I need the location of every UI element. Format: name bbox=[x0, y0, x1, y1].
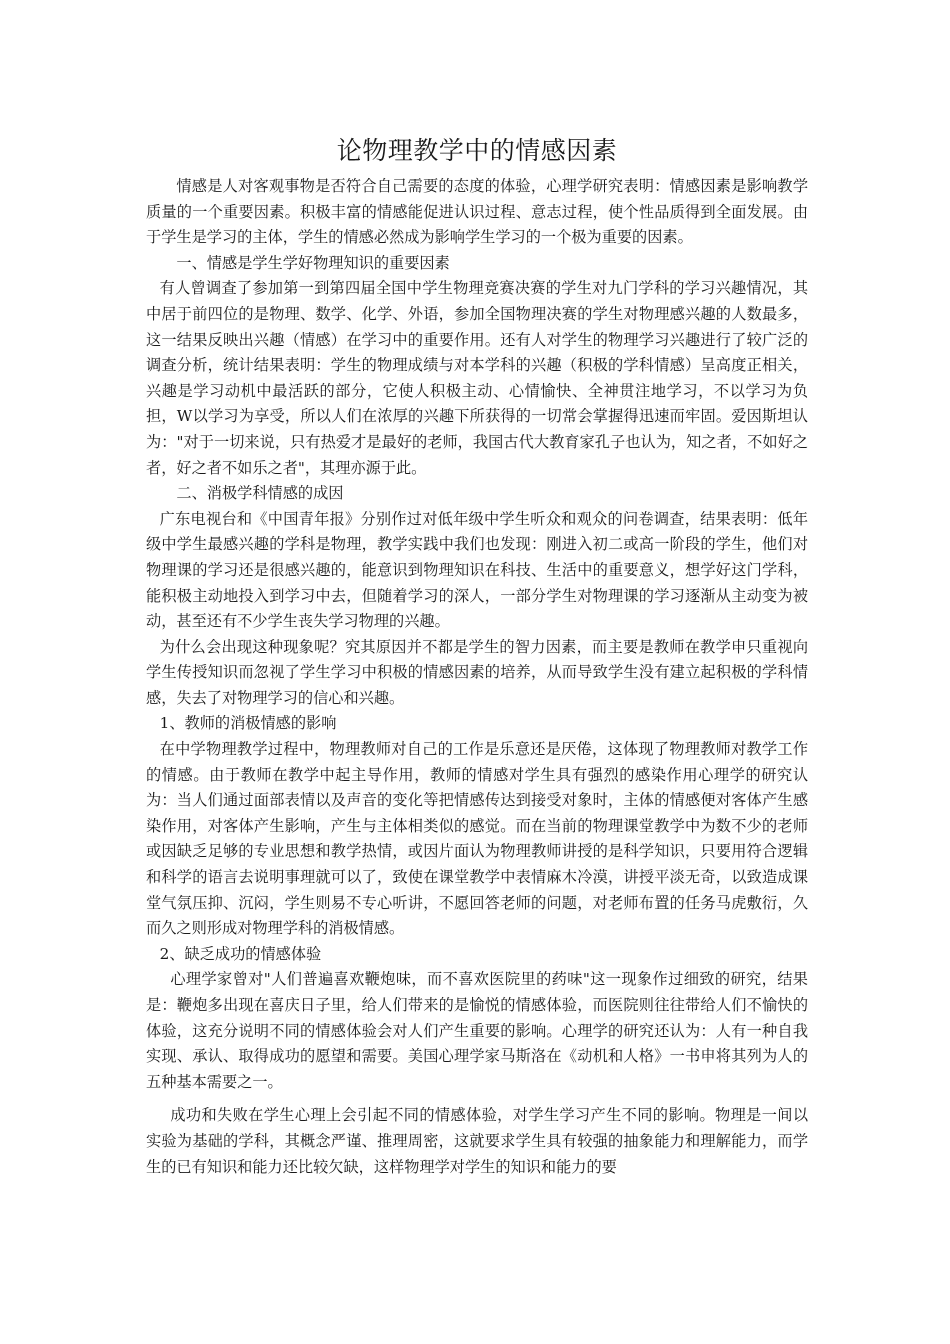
heading-subsection-2: 2、缺乏成功的情感体验 bbox=[159, 944, 322, 963]
heading-subsection-1: 1、教师的消极情感的影响 bbox=[159, 714, 337, 733]
paragraph-teacher-emotion: 在中学物理教学过程中，物理教师对自己的工作是乐意还是厌倦，这体现了物理教师对教学工作的情感。由于教师在教学中起主导作用，教师的情感对学生具有强烈的感染作用心理学的研究认为：当人们通过面部表情以及声音的变化等把情感传达到接受对象时，主体的情感便对客体产生感染作用，对客体产生影响，产生与主体相类似的感觉。而在当前的物理课堂教学中为数不少的老师或因缺乏足够的专业思想和教学热情，或因片面认为物理教师讲授的是科学知识，只要用符合逻辑和科学的语言去说明事理就可以了，致使在课堂教学中表情麻木冷漠，讲授平淡无奇，以致造成课堂气氛压抑、沉闷，学生则易不专心听讲，不愿回答老师的问题，对老师布置的任务马虎敷衍，久而久之则形成对物理学科的消极情感。 bbox=[146, 740, 808, 938]
paragraph-reason: 为什么会出现这种现象呢？究其原因并不都是学生的智力因素，而主要是教师在教学申只重视向学生传授知识而忽视了学生学习中积极的情感因素的培养，从而导致学生没有建立起积极的学科情感，失去了对物理学习的信心和兴趣。 bbox=[146, 637, 808, 707]
document-title: 论物理教学中的情感因素 bbox=[336, 136, 618, 165]
paragraph-survey: 广东电视台和《中国青年报》分别作过对低年级中学生听众和观众的问卷调查，结果表明：低年级中学生最感兴趣的学科是物理，教学实践中我们也发现：刚进入初二或高一阶段的学生，他们对物理课的学习还是很感兴趣的，能意识到物理知识在科技、生活中的重要意义，想学好这门学科，能积极主动地投入到学习中去，但随着学习的深人，一部分学生对物理课的学习逐渐从主动变为被动，甚至还有不少学生丧失学习物理的兴趣。 bbox=[146, 509, 808, 631]
heading-section-1: 一、情感是学生学好物理知识的重要因素 bbox=[176, 253, 450, 272]
document-page bbox=[146, 130, 808, 1180]
paragraph-intro: 情感是人对客观事物是否符合自己需要的态度的体验，心理学研究表明：情感因素是影响教学质量的一个重要因素。积极丰富的情感能促进认识过程、意志过程，使个性品质得到全面发展。由于学生是学习的主体，学生的情感必然成为影响学生学习的一个极为重要的因素。 bbox=[146, 177, 808, 247]
paragraph-section-1: 有人曾调查了参加第一到第四届全国中学生物理竞赛决赛的学生对九门学科的学习兴趣情况，其中居于前四位的是物理、数学、化学、外语，参加全国物理决赛的学生对物理感兴趣的人数最多，这一结果反映出兴趣（情感）在学习中的重要作用。还有人对学生的物理学习兴趣进行了较广泛的调查分析，统计结果表明：学生的物理成绩与对本学科的兴趣（积极的学科情感）呈高度正相关，兴趣是学习动机中最活跃的部分，它使人积极主动、心情愉快、全神贯注地学习，不以学习为负担，W以学习为享受，所以人们在浓厚的兴趣下所获得的一切常会掌握得迅速而牢固。爱因斯坦认为："对于一切来说，只有热爱才是最好的老师，我国古代大教育家孔子也认为，知之者，不如好之者，好之者不如乐之者"，其理亦源于此。 bbox=[146, 279, 808, 477]
paragraph-psychology: 心理学家曾对"人们普遍喜欢鞭炮味，而不喜欢医院里的药味"这一现象作过细致的研究，结果是：鞭炮多出现在喜庆日子里，给人们带来的是愉悦的情感体验，而医院则往往带给人们不愉快的体验，这充分说明不同的情感体验会对人们产生重要的影响。心理学的研究还认为：人有一种自我实现、承认、取得成功的愿望和需要。美国心理学家马斯洛在《动机和人格》一书申将其列为人的五种基本需要之一。 bbox=[146, 970, 808, 1091]
paragraph-success-failure: 成功和失败在学生心理上会引起不同的情感体验，对学生学习产生不同的影响。物理是一间以实验为基础的学科，其概念严谨、推理周密，这就要求学生具有较强的抽象能力和理解能力，而学生的已有知识和能力还比较欠缺，这样物理学对学生的知识和能力的要 bbox=[146, 1106, 808, 1176]
heading-section-2: 二、消极学科情感的成因 bbox=[176, 484, 344, 503]
